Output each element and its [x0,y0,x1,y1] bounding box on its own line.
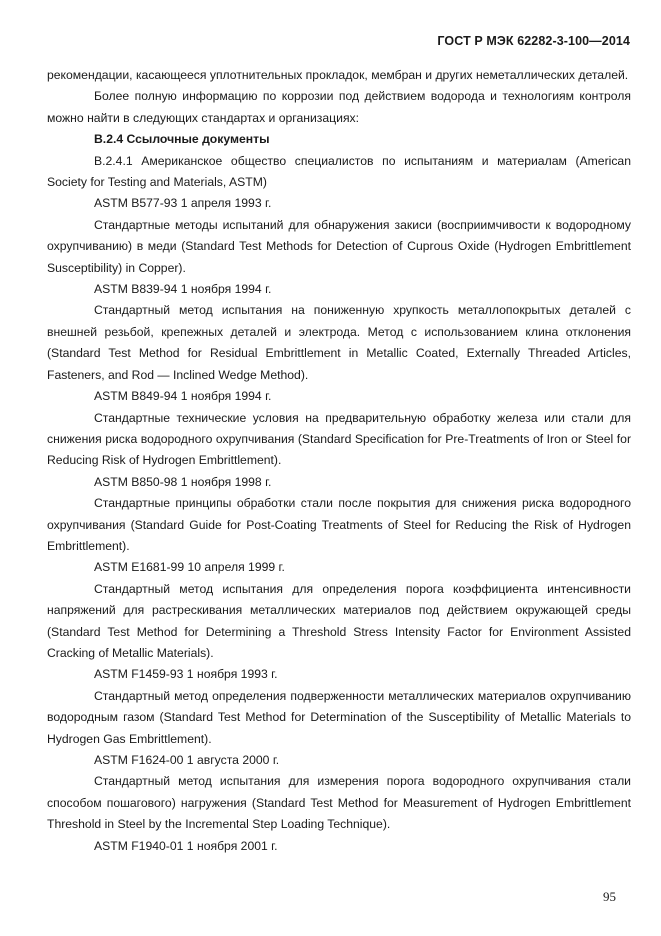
page-number: 95 [603,889,616,904]
reference-desc-f1459: Стандартный метод определения подверженности металлических материалов охрупчиванию водородным газом (Standard Test Method for Determination of the Susceptibility of Metallic Materials to Hydrogen Gas Embrittlement). [47,688,631,746]
reference-id-b577: ASTM B577-93 1 апреля 1993 г. [94,196,272,211]
reference-desc-b850: Стандартные принципы обработки стали после покрытия для снижения риска водородного охрупчивания (Standard Guide for Post-Coating Treatments of Steel for Reducing the Risk of Hydrogen Embrittlement). [47,496,631,553]
reference-id-b849: ASTM B849-94 1 ноября 1994 г. [94,389,272,404]
reference-id-e1681: ASTM E1681-99 10 апреля 1999 г. [94,560,285,575]
reference-desc-f1624: Стандартный метод испытания для измерения порога водородного охрупчивания стали способом пошагового) нагружения (Standard Test Method for Measurement of Hydrogen Embrittlement Threshold in Steel by the Incremental Step Loading Technique). [47,774,631,832]
reference-id-f1940: ASTM F1940-01 1 ноября 2001 г. [94,838,278,853]
reference-id-f1624: ASTM F1624-00 1 августа 2000 г. [94,753,280,767]
reference-id-f1459: ASTM F1459-93 1 ноября 1993 г. [94,667,278,682]
reference-id-b850: ASTM B850-98 1 ноября 1998 г. [94,474,272,489]
section-heading: В.2.4 Ссылочные документы [94,132,270,147]
reference-desc-b577: Стандартные методы испытаний для обнаружения закиси (восприимчивости к водородному охрупчиванию) в меди (Standard Test Methods for Detection of Cuprous Oxide (Hydrogen Embrittlement Susceptibility) in Copper). [47,217,631,275]
paragraph-continuation: рекомендации, касающееся уплотнительных прокладок, мембран и других неметаллических деталей. [47,68,629,82]
reference-desc-b849: Стандартные технические условия на предварительную обработку железа или стали для снижения риска водородного охрупчивания (Standard Specification for Pre-Treatments of Iron or Steel for Reducing Risk of Hydrogen Embrittlement). [47,410,631,468]
reference-desc-b839: Стандартный метод испытания на пониженную хрупкость металлопокрытых деталей с внешней резьбой, крепежных деталей и электрода. Метод с использованием клина отклонения (Standard Test Method for Residual Embrittlement in Metallic Coated, Externally Threaded Articles, Fasteners, and Rod — Inclined Wedge Method). [47,303,631,382]
document-header: ГОСТ Р МЭК 62282-3-100—2014 [437,34,630,48]
reference-desc-e1681: Стандартный метод испытания для определения порога коэффициента интенсивности напряжений для растрескивания металлических материалов под действием окружающей среды (Standard Test Method for Determining a Threshold Stress Intensity Factor for Environment Assisted Cracking of Metallic Materials). [47,581,631,660]
reference-id-b839: ASTM B839-94 1 ноября 1994 г. [94,282,272,297]
subsection-astm: В.2.4.1 Американское общество специалистов по испытаниям и материалам (American Society for Testing and Materials, ASTM) [47,153,631,190]
document-body [47,65,631,857]
paragraph-intro: Более полную информацию по коррозии под действием водорода и технологиям контроля можно найти в следующих стандартах и организациях: [47,89,631,125]
